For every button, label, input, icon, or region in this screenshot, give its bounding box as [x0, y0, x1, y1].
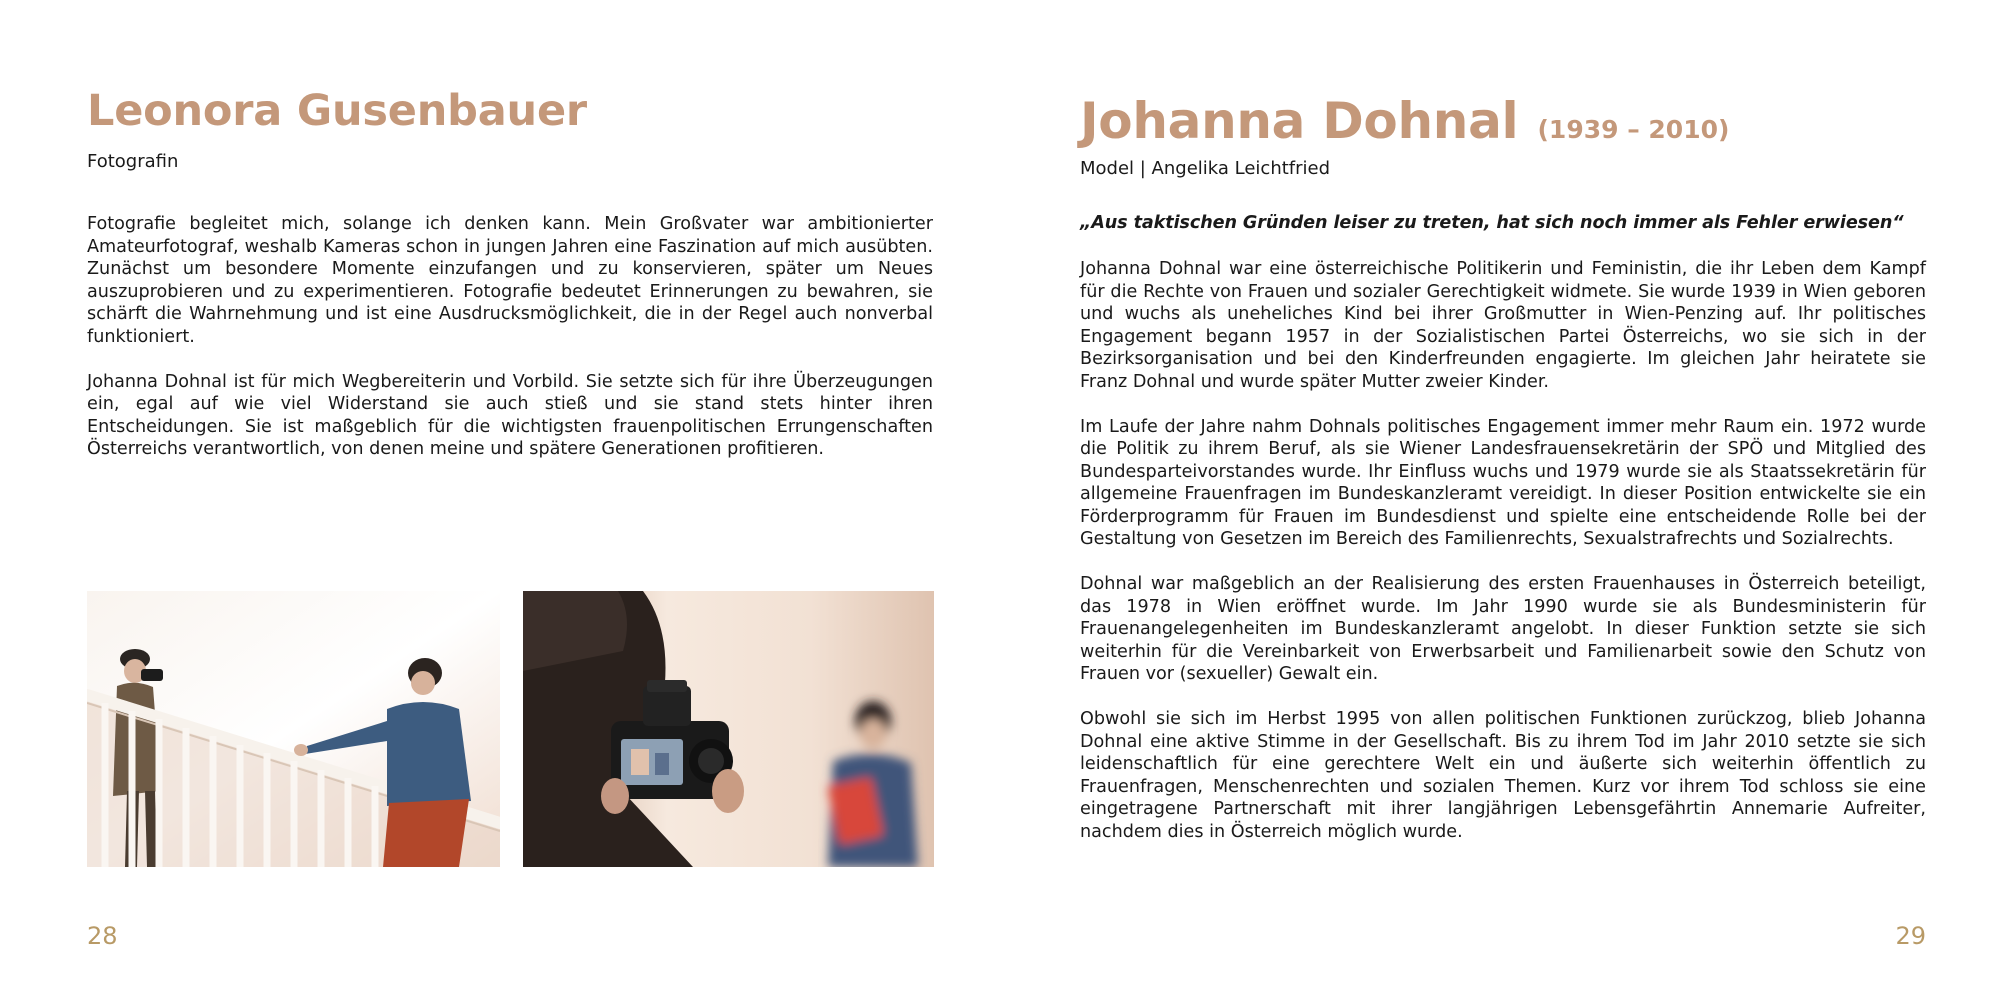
subject-biography — [1080, 258, 1926, 866]
bio-paragraph: Fotografie begleitet mich, solange ich denken kann. Mein Großvater war ambitionierter Amateurfotograf, weshalb Kameras schon in jungen Jahren eine Faszination auf mich ausübten. Zunächst um besondere Momente einzufangen und zu konservieren, später um Neues auszuprobieren und zu experimentieren. Fotografie bedeutet Erinnerungen zu bewahren, sie schärft die Wahrnehmung und ist eine Ausdrucksmöglichkeit, die in der Regel auch nonverbal funktioniert. — [87, 214, 933, 347]
page-number: 28 — [87, 922, 118, 950]
biography-paragraph: Obwohl sie sich im Herbst 1995 von allen politischen Funktionen zurückzog, blieb Johanna Dohnal eine aktive Stimme in der Gesellschaft. Bis zu ihrem Tod im Jahr 2010 setzte sie sich leidenschaftlich für eine gerechtere Welt ein und äußerte sich weiterhin öffentlich zu Frauenfragen, Menschenrechten und sozialen Themen. Kurz vor ihrem Tod schloss sie eine eingetragene Partnerschaft mit ihrer langjährigen Lebensgefährtin Annemarie Aufreiter, nachdem dies in Österreich möglich wurde. — [1080, 709, 1926, 842]
staircase-photo-illustration — [87, 591, 500, 867]
photographer-bio — [87, 213, 933, 483]
bio-paragraph: Johanna Dohnal ist für mich Wegbereiterin und Vorbild. Sie setzte sich für ihre Überzeugungen ein, egal auf wie viel Widerstand sie auch stieß und sie stand stets hinter ihren Entscheidungen. Sie ist maßgeblich für die wichtigsten frauenpolitischen Errungenschaften Österreichs verantwortlich, von denen meine und spätere Generationen profitieren. — [87, 371, 933, 459]
photographer-name: Leonora Gusenbauer — [87, 86, 587, 136]
biography-paragraph: Johanna Dohnal war eine österreichische Politikerin und Feministin, die ihr Leben dem Kampf für die Rechte von Frauen und sozialer Gerechtigkeit widmete. Sie wurde 1939 in Wien geboren und wuchs als uneheliches Kind bei ihrer Großmutter in Wien-Penzing auf. Ihr politisches Engagement begann 1957 in der Sozialistischen Partei Österreichs, wo sie sich in der Bezirksorganisation und bei den Kinderfreunden engagierte. Im gleichen Jahr heiratete sie Franz Dohnal und wurde später Mutter zweier Kinder. — [1080, 259, 1926, 392]
biography-paragraph: Im Laufe der Jahre nahm Dohnals politisches Engagement immer mehr Raum ein. 1972 wurde die Politik zu ihrem Beruf, als sie Wiener Landesfrauensekretärin der SPÖ und Mitglied des Bundesparteivorstandes wurde. Ihr Einfluss wuchs und 1979 wurde sie als Staatssekretärin für allgemeine Frauenfragen im Bundeskanzleramt vereidigt. In dieser Position entwickelte sie ein Förderprogramm für Frauen im Bundesdienst und spielte eine entscheidende Rolle bei der Gestaltung von Gesetzen im Bereich des Familienrechts, Sexualstrafrechts und Sozialrechts. — [1080, 416, 1926, 549]
subject-role: Model | Angelika Leichtfried — [1080, 158, 1331, 179]
biography-paragraph: Dohnal war maßgeblich an der Realisierung des ersten Frauenhauses in Österreich beteiligt, das 1978 in Wien eröffnet wurde. Im Jahr 1990 wurde sie als Bundesministerin für Frauenangelegenheiten im Bundeskanzleramt angelobt. In dieser Funktion setzte sie sich weiterhin für die Vereinbarkeit von Erwerbsarbeit und Familienarbeit sowie den Schutz von Frauen vor (sexueller) Gewalt ein. — [1080, 574, 1926, 684]
camera-photo — [523, 591, 934, 867]
staircase-photo — [87, 591, 500, 867]
camera-photo-illustration — [523, 591, 934, 867]
subject-title — [1080, 92, 1729, 150]
subject-years: (1939 – 2010) — [1537, 115, 1730, 144]
subject-quote: „Aus taktischen Gründen leiser zu treten, hat sich noch immer als Fehler erwiesen“ — [1080, 213, 1904, 233]
photographer-role: Fotografin — [87, 151, 179, 172]
right-page — [1000, 0, 2000, 999]
subject-name: Johanna Dohnal — [1080, 92, 1519, 150]
page-number: 29 — [1895, 922, 1926, 950]
